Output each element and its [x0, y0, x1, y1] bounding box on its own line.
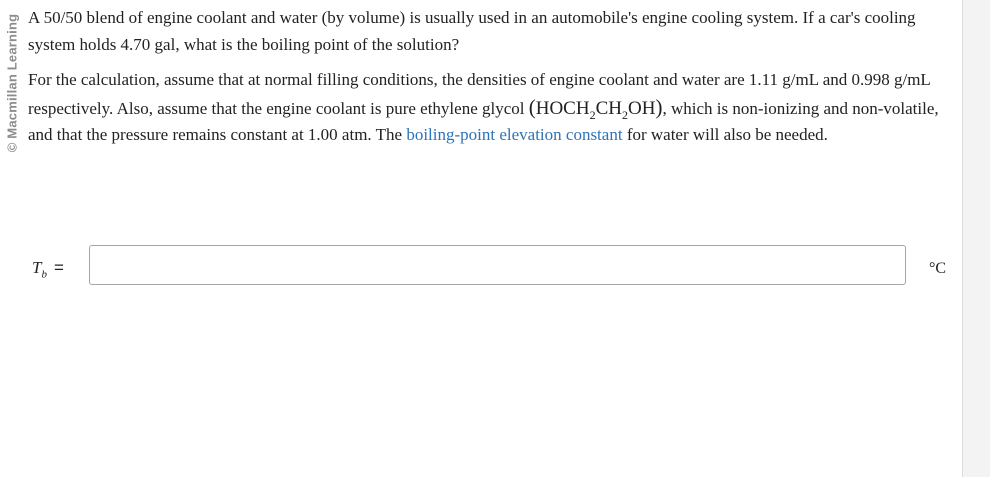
answer-row — [28, 245, 958, 289]
right-frame-edge — [962, 0, 990, 477]
question-intro: A 50/50 blend of engine coolant and water (by volume) is usually used in an automobile's engine cooling system. If a car's cooling system holds 4.70 gal, what is the boiling point of the solution? — [28, 8, 916, 54]
question-content — [28, 5, 958, 149]
boiling-point-constant-link[interactable]: boiling-point elevation constant — [406, 125, 623, 144]
ethylene-glycol-formula — [528, 94, 663, 122]
unit-label: °C — [929, 260, 947, 277]
formula-close-paren: ) — [655, 94, 663, 119]
formula-sub-2: 2 — [621, 107, 628, 122]
detail-text-3: for water will also be needed. — [622, 125, 828, 144]
formula-sub-1: 2 — [589, 107, 596, 122]
equals-sign: = — [54, 258, 64, 277]
boiling-point-answer-input[interactable] — [89, 245, 906, 285]
question-detail — [28, 67, 958, 149]
detail-text-2: , which is non-ionizing and non-volatile, and that the pressure remains constant at 1.00 atm. The — [28, 98, 939, 144]
watermark-text: © Macmillan Learning — [4, 13, 20, 153]
boiling-point-variable — [32, 258, 47, 280]
variable-symbol: T — [32, 258, 42, 277]
formula-seg-3: OH — [627, 97, 656, 119]
formula-seg-1: HOCH — [535, 97, 590, 119]
formula-seg-2: CH — [595, 97, 622, 119]
formula-open-paren: ( — [528, 94, 536, 119]
detail-text-1: For the calculation, assume that at normal filling conditions, the densities of engine coolant and water are 1.11 g/mL and 0.998 g/mL respectively. Also, assume that the engine coolant is pure ethylene glycol — [28, 70, 931, 118]
copyright-watermark — [3, 8, 21, 158]
variable-subscript: b — [41, 268, 47, 281]
